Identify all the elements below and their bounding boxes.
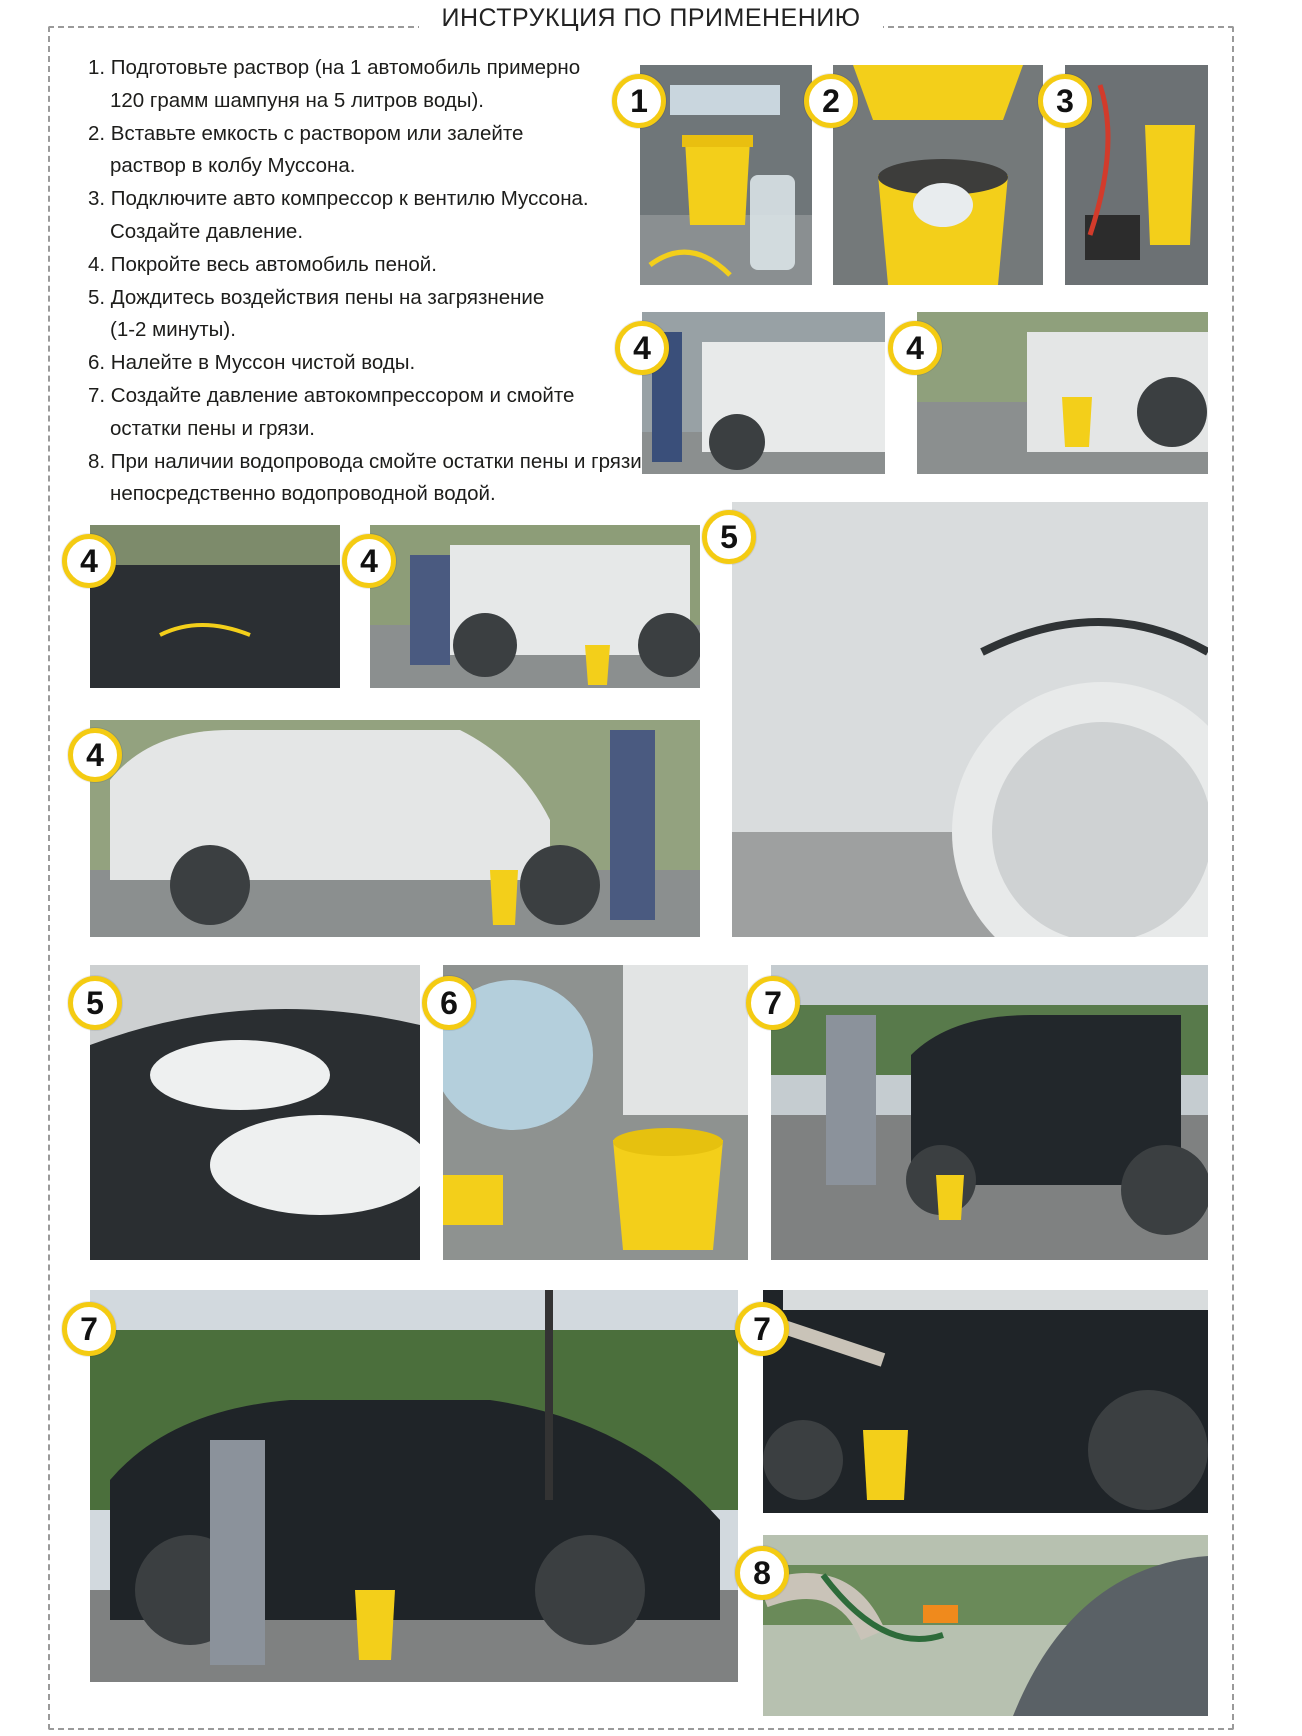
photo-7b-illustration (90, 1290, 738, 1682)
step-2-line-2: раствор в колбу Муссона. (110, 154, 356, 178)
photo-8-illustration (763, 1535, 1208, 1716)
photo-step-4a (642, 312, 885, 474)
step-4 (88, 249, 648, 282)
step-badge-7a: 7 (746, 976, 800, 1030)
step-badge-1: 1 (612, 74, 666, 128)
step-badge-2: 2 (804, 74, 858, 128)
step-2 (88, 118, 648, 184)
step-7-line-1: 7. Создайте давление автокомпрессором и смойте (88, 383, 575, 407)
step-5-line-1: 5. Дождитесь воздействия пены на загрязнение (88, 285, 545, 309)
step-8 (88, 446, 648, 512)
photo-4b-illustration (917, 312, 1208, 474)
step-3-line-2: Создайте давление. (110, 219, 304, 243)
step-5 (88, 282, 648, 348)
page-title (0, 4, 1302, 33)
step-5-line-2: (1-2 минуты). (110, 318, 236, 342)
step-7 (88, 380, 648, 446)
step-1-line-1: 1. Подготовьте раствор (на 1 автомобиль примерно (88, 56, 581, 79)
step-3 (88, 183, 648, 249)
step-8-line-2: непосредственно водопроводной водой. (110, 482, 496, 506)
step-badge-4c: 4 (62, 534, 116, 588)
photo-4e-illustration (90, 720, 700, 937)
instruction-steps (88, 52, 648, 511)
step-1-line-2: 120 грамм шампуня на 5 литров воды). (110, 88, 485, 112)
photo-step-4c (90, 525, 340, 688)
photo-step-4d (370, 525, 700, 688)
photo-step-7a (771, 965, 1208, 1260)
step-badge-5a: 5 (702, 510, 756, 564)
step-badge-5b: 5 (68, 976, 122, 1030)
photo-4a-illustration (642, 312, 885, 474)
step-6 (88, 347, 648, 380)
photo-step-5b (90, 965, 420, 1260)
photo-5a-illustration (732, 502, 1208, 937)
step-2-line-1: 2. Вставьте емкость с раствором или залейте (88, 121, 524, 145)
photo-step-4e (90, 720, 700, 937)
page-title-text: ИНСТРУКЦИЯ ПО ПРИМЕНЕНИЮ (419, 4, 882, 32)
step-badge-4b: 4 (888, 321, 942, 375)
photo-7c-illustration (763, 1290, 1208, 1513)
photo-6-illustration (443, 965, 748, 1260)
photo-step-7c (763, 1290, 1208, 1513)
step-badge-4a: 4 (615, 321, 669, 375)
photo-step-7b (90, 1290, 738, 1682)
step-badge-7b: 7 (62, 1302, 116, 1356)
photo-7a-illustration (771, 965, 1208, 1260)
photo-2-illustration (833, 65, 1043, 285)
step-badge-7c: 7 (735, 1302, 789, 1356)
step-badge-8: 8 (735, 1546, 789, 1600)
step-badge-4d: 4 (342, 534, 396, 588)
photo-4c-illustration (90, 525, 340, 688)
photo-4d-illustration (370, 525, 700, 688)
step-badge-3: 3 (1038, 74, 1092, 128)
step-4-line-1: 4. Покройте весь автомобиль пеной. (88, 252, 437, 276)
photo-step-2 (833, 65, 1043, 285)
photo-5b-illustration (90, 965, 420, 1260)
step-badge-6: 6 (422, 976, 476, 1030)
step-6-line-1: 6. Налейте в Муссон чистой воды. (88, 351, 416, 375)
step-1 (88, 52, 648, 118)
photo-step-5a (732, 502, 1208, 937)
photo-step-8 (763, 1535, 1208, 1716)
photo-step-6 (443, 965, 748, 1260)
step-3-line-1: 3. Подключите авто компрессор к вентилю Муссона. (88, 187, 589, 211)
photo-step-4b (917, 312, 1208, 474)
step-badge-4e: 4 (68, 728, 122, 782)
step-8-line-1: 8. При наличии водопровода смойте остатки пены и грязи (88, 449, 642, 473)
step-7-line-2: остатки пены и грязи. (110, 416, 315, 440)
